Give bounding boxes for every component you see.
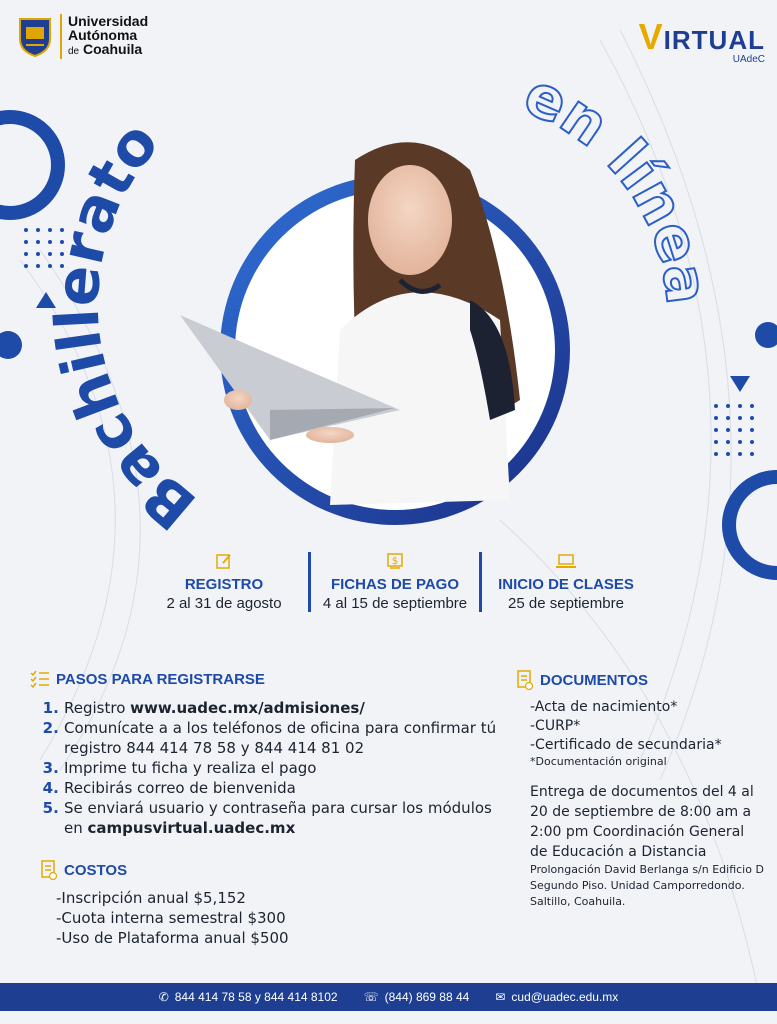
documents-title: DOCUMENTOS — [540, 671, 649, 689]
university-logo — [18, 14, 148, 59]
document-item: -Certificado de secundaria* — [530, 737, 722, 753]
svg-text:$: $ — [391, 556, 399, 567]
laptop-icon — [555, 552, 577, 570]
document-item: -CURP* — [530, 718, 581, 734]
delivery-info: Entrega de documentos del 4 al 20 de septiembre de 8:00 am a 2:00 pm Coordinación General de Educación a Distancia — [530, 784, 754, 860]
footer-whatsapp: ☏ (844) 869 88 44 — [363, 990, 470, 1004]
cost-item: -Uso de Plataforma anual $500 — [56, 929, 289, 947]
payment-icon — [385, 552, 405, 572]
edit-icon — [215, 552, 233, 570]
documents-section — [516, 670, 766, 910]
university-line3-small: de — [68, 46, 80, 57]
university-line1: Universidad — [68, 13, 149, 29]
date-title: REGISTRO — [184, 576, 264, 593]
costs-title: COSTOS — [64, 861, 128, 879]
receipt-icon — [40, 860, 58, 880]
footer-phones: ✆ 844 414 78 58 y 844 414 8102 — [158, 990, 338, 1004]
whatsapp-icon: ☏ — [363, 990, 379, 1004]
virtual-logo-main: IRTUAL — [663, 25, 765, 55]
checklist-icon — [30, 670, 50, 688]
date-registro — [140, 552, 308, 612]
date-value: 25 de septiembre — [508, 595, 624, 612]
university-shield-icon — [18, 17, 52, 57]
virtual-logo — [639, 16, 765, 65]
date-title: INICIO DE CLASES — [498, 576, 634, 593]
documents-note: *Documentación original — [530, 755, 667, 768]
admissions-link[interactable]: www.uadec.mx/admisiones/ — [130, 699, 365, 717]
document-icon — [516, 670, 534, 690]
svg-text:en línea — [515, 60, 722, 308]
headline-part2: en línea — [514, 59, 722, 308]
mail-icon: ✉ — [495, 990, 506, 1004]
contact-footer — [0, 983, 777, 1011]
step-item: 3. Imprime tu ficha y realiza el pago — [64, 758, 510, 778]
date-fichas — [308, 552, 479, 612]
steps-title: PASOS PARA REGISTRARSE — [56, 670, 265, 688]
campus-link[interactable]: campusvirtual.uadec.mx — [87, 819, 296, 837]
university-line3: Coahuila — [83, 41, 143, 57]
date-title: FICHAS DE PAGO — [330, 576, 460, 593]
date-value: 2 al 31 de agosto — [166, 595, 282, 612]
cost-item: -Inscripción anual $5,152 — [56, 889, 246, 907]
svg-text:Bachillerato — [42, 109, 209, 543]
address: Prolongación David Berlanga s/n Edificio D Segundo Piso. Unidad Camporredondo. Saltillo, Coahuila. — [530, 863, 764, 908]
date-value: 4 al 15 de septiembre — [322, 595, 468, 612]
virtual-logo-v: V — [638, 16, 664, 57]
step-item: 2. Comunícate a a los teléfonos de oficina para confirmar tú registro 844 414 78 58 y 844 414 81 02 — [64, 718, 510, 758]
step-item: 1. Registro www.uadec.mx/admisiones/ — [64, 698, 510, 718]
phone-icon: ✆ — [158, 990, 169, 1004]
virtual-logo-sub: UAdeC — [732, 54, 765, 65]
step-item: 4. Recibirás correo de bienvenida — [64, 778, 510, 798]
cost-item: -Cuota interna semestral $300 — [56, 909, 286, 927]
costs-section — [40, 860, 440, 948]
document-item: -Acta de nacimiento* — [530, 699, 678, 715]
date-inicio — [479, 552, 650, 612]
university-line2: Autónoma — [68, 27, 138, 43]
key-dates — [140, 552, 650, 612]
footer-email: ✉ cud@uadec.edu.mx — [495, 990, 619, 1004]
step-item: 5. Se enviará usuario y contraseña para cursar los módulos en campusvirtual.uadec.mx — [64, 798, 510, 838]
headline-part1: Bachillerato — [42, 108, 210, 543]
registration-steps — [30, 670, 510, 838]
